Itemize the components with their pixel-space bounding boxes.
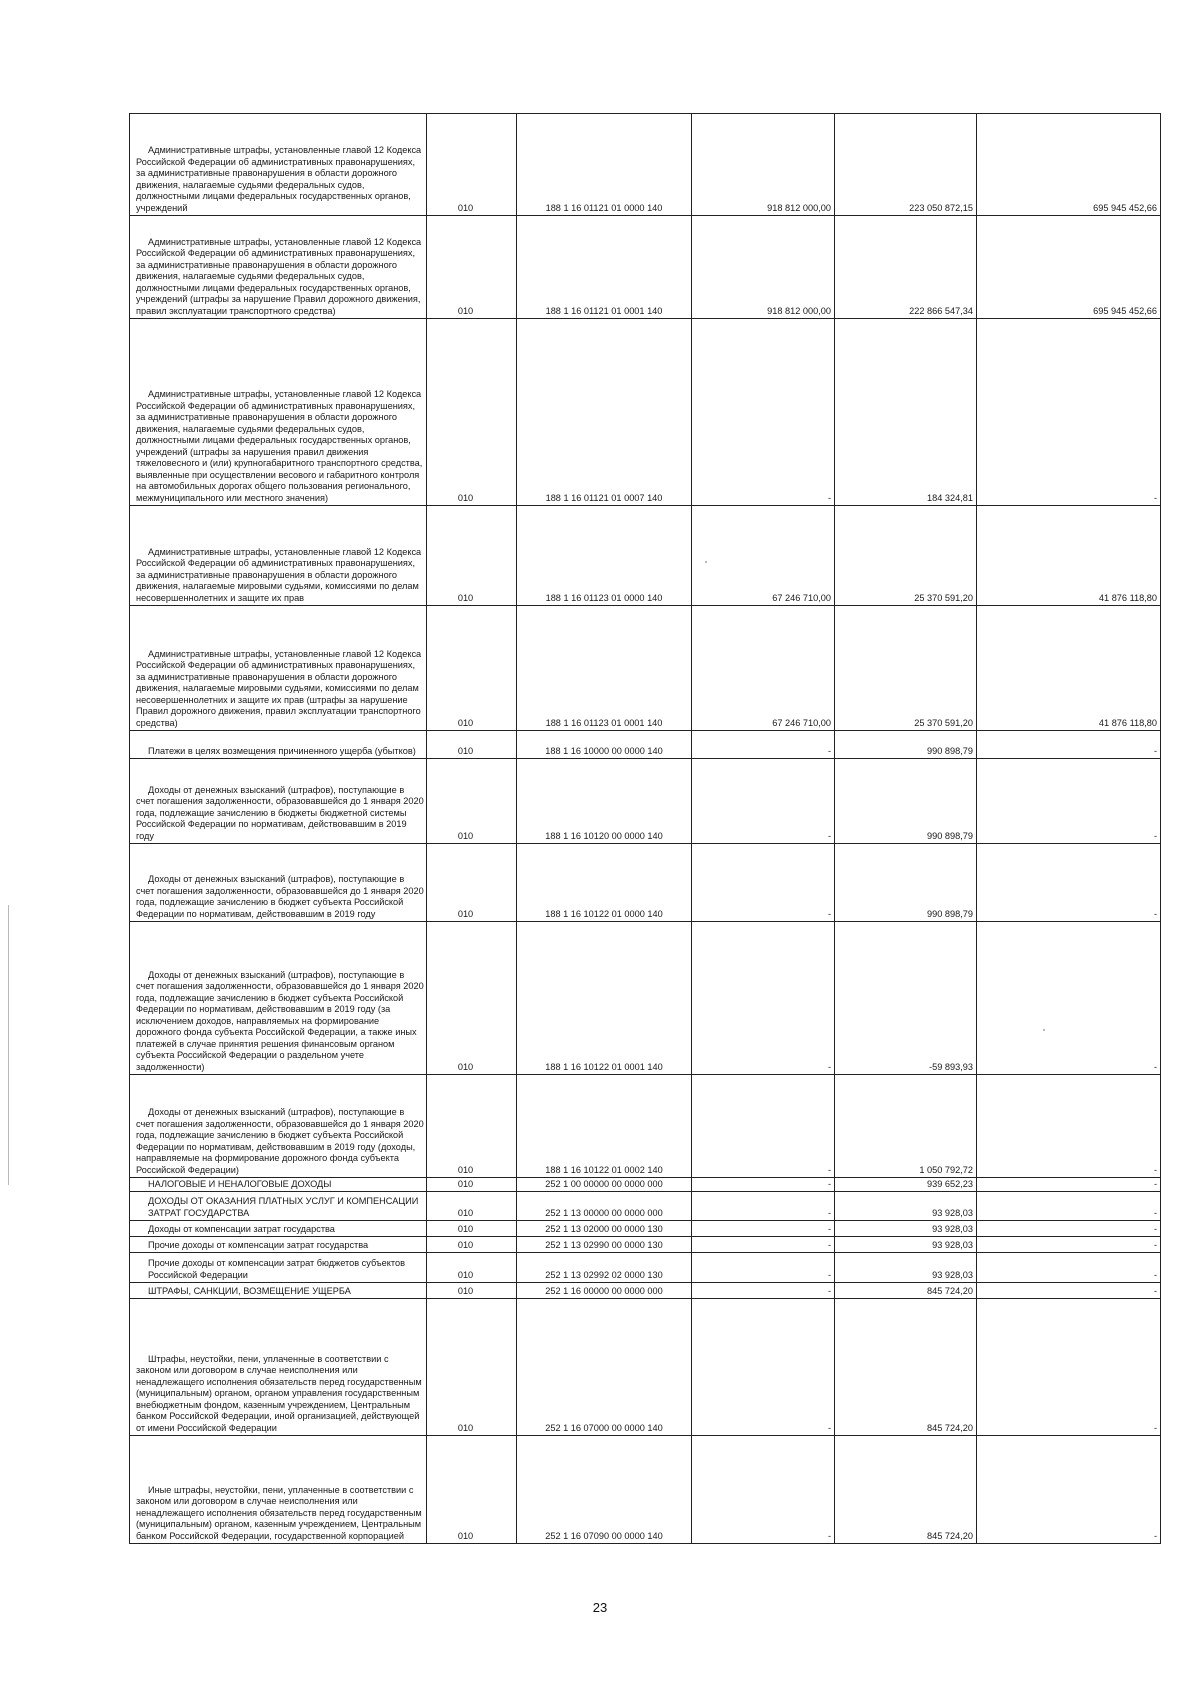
line-code: 010 — [427, 759, 517, 844]
approved-amount: - — [692, 1253, 835, 1283]
line-code: 010 — [427, 1436, 517, 1544]
executed-amount: 25 370 591,20 — [835, 606, 977, 731]
line-code: 010 — [427, 1283, 517, 1299]
table-row — [130, 922, 1161, 1075]
executed-amount: 845 724,20 — [835, 1436, 977, 1544]
approved-amount: - — [692, 1075, 835, 1178]
budget-classification-code: 188 1 16 01121 01 0001 140 — [517, 216, 692, 319]
indicator-name: Доходы от денежных взысканий (штрафов), поступающие в счет погашения задолженности, образовавшейся до 1 января 2020 года, подлежащие зачислению в бюджет субъекта Российской Федерации по нормативам, действовавшим в 2019 году (доходы, направляемые на формирование дорожного фонда субъекта Российской Федерации) — [130, 1075, 427, 1178]
unexecuted-amount: - — [977, 1436, 1161, 1544]
budget-classification-code: 252 1 16 07090 00 0000 140 — [517, 1436, 692, 1544]
approved-amount: - — [692, 319, 835, 506]
table-row — [130, 319, 1161, 506]
indicator-name: Административные штрафы, установленные главой 12 Кодекса Российской Федерации об административных правонарушениях, за административные правонарушения в области дорожного движения, налагаемые мировыми судьями, комиссиями по делам несовершеннолетних и защите их прав — [130, 506, 427, 606]
table-row — [130, 606, 1161, 731]
unexecuted-amount: - — [977, 1283, 1161, 1299]
table-row — [130, 1253, 1161, 1283]
budget-classification-code: 188 1 16 01123 01 0000 140 — [517, 506, 692, 606]
budget-classification-code: 252 1 16 07000 00 0000 140 — [517, 1299, 692, 1436]
indicator-name: ШТРАФЫ, САНКЦИИ, ВОЗМЕЩЕНИЕ УЩЕРБА — [130, 1283, 427, 1299]
line-code: 010 — [427, 506, 517, 606]
indicator-name: Штрафы, неустойки, пени, уплаченные в соответствии с законом или договором в случае неисполнения или ненадлежащего исполнения обязательств перед государственным (муниципальным) органом, органом управления государственным внебюджетным фондом, казенным учреждением, Центральным банком Российской Федерации, иной организацией, действующей от имени Российской Федерации — [130, 1299, 427, 1436]
line-code: 010 — [427, 1178, 517, 1192]
budget-classification-code: 252 1 13 02990 00 0000 130 — [517, 1237, 692, 1253]
indicator-name: Прочие доходы от компенсации затрат государства — [130, 1237, 427, 1253]
table-row — [130, 844, 1161, 922]
unexecuted-amount: - — [977, 759, 1161, 844]
executed-amount: 939 652,23 — [835, 1178, 977, 1192]
line-code: 010 — [427, 922, 517, 1075]
approved-amount: 918 812 000,00 — [692, 114, 835, 216]
approved-amount: - — [692, 1237, 835, 1253]
income-table — [129, 113, 1161, 1544]
unexecuted-amount: - — [977, 1192, 1161, 1221]
indicator-name: Доходы от денежных взысканий (штрафов), поступающие в счет погашения задолженности, образовавшейся до 1 января 2020 года, подлежащие зачислению в бюджет субъекта Российской Федерации по нормативам, действовавшим в 2019 году (за исключением доходов, направляемых на формирование дорожного фонда субъекта Российской Федерации, а также иных платежей в случае принятия решения финансовым органом субъекта Российской Федерации о раздельном учете задолженности) — [130, 922, 427, 1075]
approved-amount: - — [692, 1178, 835, 1192]
approved-amount: - — [692, 844, 835, 922]
indicator-name: Платежи в целях возмещения причиненного ущерба (убытков) — [130, 731, 427, 759]
executed-amount: 93 928,03 — [835, 1192, 977, 1221]
unexecuted-amount: - — [977, 731, 1161, 759]
unexecuted-amount: 41 876 118,80 — [977, 606, 1161, 731]
unexecuted-amount: - — [977, 844, 1161, 922]
line-code: 010 — [427, 1221, 517, 1237]
indicator-name: Прочие доходы от компенсации затрат бюджетов субъектов Российской Федерации — [130, 1253, 427, 1283]
executed-amount: 222 866 547,34 — [835, 216, 977, 319]
unexecuted-amount: - — [977, 1075, 1161, 1178]
line-code: 010 — [427, 1253, 517, 1283]
approved-amount: 67 246 710,00 — [692, 606, 835, 731]
budget-classification-code: 188 1 16 10122 01 0002 140 — [517, 1075, 692, 1178]
executed-amount: 184 324,81 — [835, 319, 977, 506]
executed-amount: 845 724,20 — [835, 1299, 977, 1436]
executed-amount: 990 898,79 — [835, 844, 977, 922]
indicator-name: Административные штрафы, установленные главой 12 Кодекса Российской Федерации об административных правонарушениях, за административные правонарушения в области дорожного движения, налагаемые судьями федеральных судов, должностными лицами федеральных государственных органов, учреждений — [130, 114, 427, 216]
table-row — [130, 1178, 1161, 1192]
executed-amount: 93 928,03 — [835, 1237, 977, 1253]
table-row — [130, 1075, 1161, 1178]
executed-amount: 990 898,79 — [835, 731, 977, 759]
budget-classification-code: 188 1 16 10122 01 0000 140 — [517, 844, 692, 922]
budget-classification-code: 188 1 16 01121 01 0000 140 — [517, 114, 692, 216]
approved-amount: - — [692, 922, 835, 1075]
indicator-name: Административные штрафы, установленные главой 12 Кодекса Российской Федерации об административных правонарушениях, за административные правонарушения в области дорожного движения, налагаемые мировыми судьями, комиссиями по делам несовершеннолетних и защите их прав (штрафы за нарушение Правил дорожного движения, правил эксплуатации транспортного средства) — [130, 606, 427, 731]
executed-amount: 25 370 591,20 — [835, 506, 977, 606]
budget-classification-code: 188 1 16 10122 01 0001 140 — [517, 922, 692, 1075]
line-code: 010 — [427, 844, 517, 922]
budget-classification-code: 252 1 13 00000 00 0000 000 — [517, 1192, 692, 1221]
scan-speck — [1043, 1029, 1045, 1031]
executed-amount: 93 928,03 — [835, 1253, 977, 1283]
budget-classification-code: 252 1 13 02000 00 0000 130 — [517, 1221, 692, 1237]
budget-classification-code: 188 1 16 10120 00 0000 140 — [517, 759, 692, 844]
approved-amount: - — [692, 1192, 835, 1221]
executed-amount: 223 050 872,15 — [835, 114, 977, 216]
line-code: 010 — [427, 731, 517, 759]
indicator-name: Доходы от денежных взысканий (штрафов), поступающие в счет погашения задолженности, образовавшейся до 1 января 2020 года, подлежащие зачислению в бюджет субъекта Российской Федерации по нормативам, действовавшим в 2019 году — [130, 844, 427, 922]
line-code: 010 — [427, 1192, 517, 1221]
line-code: 010 — [427, 1299, 517, 1436]
unexecuted-amount: 41 876 118,80 — [977, 506, 1161, 606]
approved-amount: - — [692, 1299, 835, 1436]
unexecuted-amount: 695 945 452,66 — [977, 216, 1161, 319]
table-row — [130, 731, 1161, 759]
table-row — [130, 114, 1161, 216]
table-row — [130, 216, 1161, 319]
indicator-name: Доходы от денежных взысканий (штрафов), поступающие в счет погашения задолженности, образовавшейся до 1 января 2020 года, подлежащие зачислению в бюджеты бюджетной системы Российской Федерации по нормативам, действовавшим в 2019 году — [130, 759, 427, 844]
indicator-name: ДОХОДЫ ОТ ОКАЗАНИЯ ПЛАТНЫХ УСЛУГ И КОМПЕНСАЦИИ ЗАТРАТ ГОСУДАРСТВА — [130, 1192, 427, 1221]
budget-classification-code: 252 1 16 00000 00 0000 000 — [517, 1283, 692, 1299]
unexecuted-amount: - — [977, 1237, 1161, 1253]
table-row — [130, 759, 1161, 844]
table-row — [130, 1299, 1161, 1436]
budget-classification-code: 252 1 00 00000 00 0000 000 — [517, 1178, 692, 1192]
unexecuted-amount: - — [977, 1299, 1161, 1436]
table-row — [130, 506, 1161, 606]
line-code: 010 — [427, 216, 517, 319]
approved-amount: - — [692, 1436, 835, 1544]
unexecuted-amount: 695 945 452,66 — [977, 114, 1161, 216]
line-code: 010 — [427, 114, 517, 216]
budget-classification-code: 252 1 13 02992 02 0000 130 — [517, 1253, 692, 1283]
budget-classification-code: 188 1 16 10000 00 0000 140 — [517, 731, 692, 759]
approved-amount: - — [692, 759, 835, 844]
income-table-body — [130, 114, 1161, 1544]
approved-amount: - — [692, 1283, 835, 1299]
budget-classification-code: 188 1 16 01121 01 0007 140 — [517, 319, 692, 506]
table-row — [130, 1237, 1161, 1253]
indicator-name: Административные штрафы, установленные главой 12 Кодекса Российской Федерации об административных правонарушениях, за административные правонарушения в области дорожного движения, налагаемые судьями федеральных судов, должностными лицами федеральных государственных органов, учреждений (штрафы за нарушения правил движения тяжеловесного и (или) крупногабаритного транспортного средства, выявленные при осуществлении весового и габаритного контроля на автомобильных дорогах общего пользования регионального, межмуниципального или местного значения) — [130, 319, 427, 506]
page-number: 23 — [592, 1600, 608, 1615]
line-code: 010 — [427, 1237, 517, 1253]
line-code: 010 — [427, 606, 517, 731]
executed-amount: 845 724,20 — [835, 1283, 977, 1299]
approved-amount: 67 246 710,00 — [692, 506, 835, 606]
approved-amount: - — [692, 731, 835, 759]
scan-edge-mark — [8, 905, 9, 1185]
table-row — [130, 1436, 1161, 1544]
indicator-name: Иные штрафы, неустойки, пени, уплаченные в соответствии с законом или договором в случае неисполнения или ненадлежащего исполнения обязательств перед государственным (муниципальным) органом, казенным учреждением, Центральным банком Российской Федерации, государственной корпорацией — [130, 1436, 427, 1544]
line-code: 010 — [427, 319, 517, 506]
executed-amount: 1 050 792,72 — [835, 1075, 977, 1178]
executed-amount: 990 898,79 — [835, 759, 977, 844]
line-code: 010 — [427, 1075, 517, 1178]
budget-classification-code: 188 1 16 01123 01 0001 140 — [517, 606, 692, 731]
unexecuted-amount: - — [977, 922, 1161, 1075]
indicator-name: НАЛОГОВЫЕ И НЕНАЛОГОВЫЕ ДОХОДЫ — [130, 1178, 427, 1192]
scan-speck — [705, 561, 707, 563]
table-row — [130, 1221, 1161, 1237]
unexecuted-amount: - — [977, 319, 1161, 506]
executed-amount: -59 893,93 — [835, 922, 977, 1075]
unexecuted-amount: - — [977, 1178, 1161, 1192]
approved-amount: 918 812 000,00 — [692, 216, 835, 319]
table-row — [130, 1192, 1161, 1221]
unexecuted-amount: - — [977, 1221, 1161, 1237]
indicator-name: Административные штрафы, установленные главой 12 Кодекса Российской Федерации об административных правонарушениях, за административные правонарушения в области дорожного движения, налагаемые судьями федеральных судов, должностными лицами федеральных государственных органов, учреждений (штрафы за нарушение Правил дорожного движения, правил эксплуатации транспортного средства) — [130, 216, 427, 319]
unexecuted-amount: - — [977, 1253, 1161, 1283]
executed-amount: 93 928,03 — [835, 1221, 977, 1237]
indicator-name: Доходы от компенсации затрат государства — [130, 1221, 427, 1237]
table-row — [130, 1283, 1161, 1299]
approved-amount: - — [692, 1221, 835, 1237]
